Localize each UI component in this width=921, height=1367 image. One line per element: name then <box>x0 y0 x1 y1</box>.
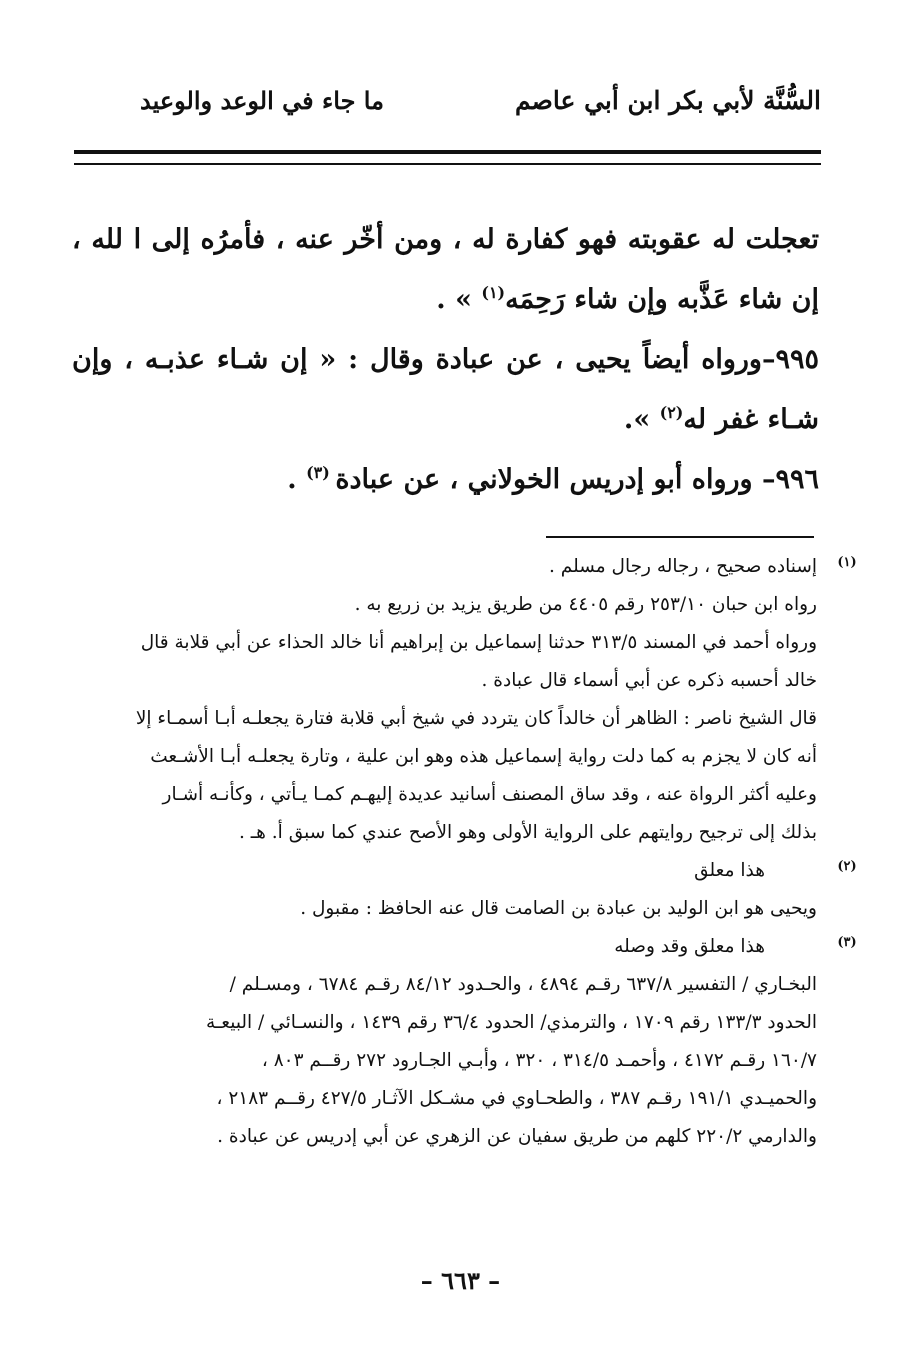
footnote-ref-1: (١) <box>481 283 506 302</box>
page-number: – ٦٦٣ – <box>420 1266 501 1295</box>
footnote-separator <box>546 536 814 538</box>
chapter-title: ما جاء في الوعد والوعيد <box>140 85 384 115</box>
footnote-1 <box>68 548 857 852</box>
footnote-ref-3: (٣) <box>306 463 336 482</box>
footnote-marker: (٢) <box>837 859 857 874</box>
footnote-line: الحدود ١٣٣/٣ رقم ١٧٠٩ ، والترمذي/ الحدود ٣٦/٤ رقم ١٤٣٩ ، والنسـائي / البيعـة <box>205 1012 817 1033</box>
header-rule-thick <box>74 150 821 154</box>
hadith-number-995: ٩٩٥ <box>775 344 819 375</box>
footnote-2 <box>68 852 857 928</box>
footnotes <box>68 548 857 1156</box>
footnote-marker: (٣) <box>837 935 857 950</box>
footnote-line: ١٦٠/٧ رقـم ٤١٧٢ ، وأحمـد ٣١٤/٥ ، ٣٢٠ ، وأبـي الجـارود ٢٧٢ رقــم ٨٠٣ ، <box>261 1050 817 1071</box>
footnote-line: والحميـدي ١٩١/١ رقـم ٣٨٧ ، والطحـاوي في مشـكل الآثـار ٤٢٧/٥ رقــم ٢١٨٣ ، <box>216 1088 817 1109</box>
hadith-996: ٩٩٦– ورواه أبو إدريس الخولاني ، عن عبادة $^{(٣)}$ . <box>287 463 819 495</box>
footnote-line: رواه ابن حبان ٢٥٣/١٠ رقم ٤٤٠٥ من طريق يزيد بن زريع به . <box>354 594 817 615</box>
footnote-ref-2: (٢) <box>659 403 684 422</box>
footnote-line: هذا معلق وقد وصله <box>614 936 765 957</box>
footnote-marker: (١) <box>837 555 857 570</box>
footnote-line: خالد أحسبه ذكره عن أبي أسماء قال عبادة . <box>481 670 817 691</box>
footnote-line: ورواه أحمد في المسند ٣١٣/٥ حدثنا إسماعيل بن إبراهيم أنا خالد الحذاء عن أبي قلابة قال <box>140 632 817 653</box>
hadith-995: ٩٩٥–ورواه أيضاً يحيى ، عن عبادة وقال : « إن شـاء عذبـه ، وإن شـاء غفر له$^{(٢)}$ ». <box>72 344 819 435</box>
footnote-line: قال الشيخ ناصر : الظاهر أن خالداً كان يتردد في شيخ أبي قلابة فتارة يجعلـه أبـا أسمـاء إلا <box>135 708 817 729</box>
hadith-number-996: ٩٩٦ <box>775 464 819 495</box>
footnote-line: والدارمي ٢٢٠/٢ كلهم من طريق سفيان عن الزهري عن أبي إدريس عن عبادة . <box>217 1126 817 1147</box>
footnote-line: أنه كان لا يجزم به كما دلت رواية إسماعيل هذه وهو ابن علية ، وتارة يجعلـه أبـا الأشـعث <box>150 746 817 767</box>
footnote-line: البخـاري / التفسير ٦٣٧/٨ رقـم ٤٨٩٤ ، والحـدود ٨٤/١٢ رقـم ٦٧٨٤ ، ومسـلم / <box>229 974 817 995</box>
footnote-line: بذلك إلى ترجيح روايتهم على الرواية الأولى وهو الأصح عندي كما سبق أ. هـ . <box>238 822 817 843</box>
footnote-line: وعليه أكثر الرواة عنه ، وقد ساق المصنف أسانيد عديدة إليهـم كمـا يـأتي ، وكأنـه أشـار <box>162 784 817 805</box>
footnote-3 <box>68 928 857 1156</box>
header-rule-thin <box>74 163 821 165</box>
running-header <box>140 70 821 130</box>
main-text <box>72 210 819 510</box>
book-title: السُّنَّة لأبي بكر ابن أبي عاصم <box>514 85 821 115</box>
footnote-line: إسناده صحيح ، رجاله رجال مسلم . <box>549 556 817 577</box>
footnote-line: ويحيى هو ابن الوليد بن عبادة بن الصامت قال عنه الحافظ : مقبول . <box>300 898 817 919</box>
footnote-line: هذا معلق <box>694 860 765 881</box>
paragraph-continuation: تعجلت له عقوبته فهو كفارة له ، ومن أخّر عنه ، فأمرُه إلى ا لله ، إن شاء عَذَّبه وإن شاء رَحِمَه$^{(١)}$ » . <box>72 224 819 315</box>
